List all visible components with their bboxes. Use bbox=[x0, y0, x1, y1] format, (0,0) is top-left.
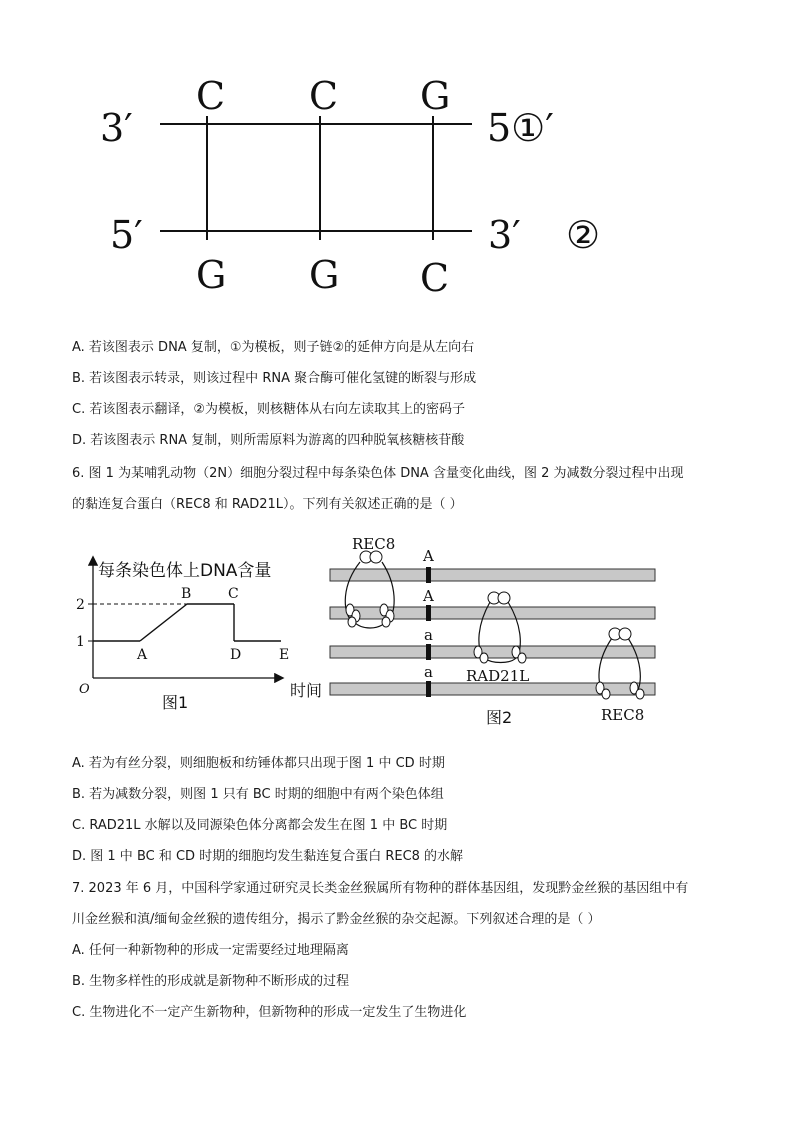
centromere-1 bbox=[426, 567, 431, 583]
figure-2-caption: 图2 bbox=[486, 708, 513, 727]
q7-option-b: B. 生物多样性的形成就是新物种不断形成的过程 bbox=[72, 974, 350, 989]
q5-option-b: B. 若该图表示转录，则该过程中 RNA 聚合酶可催化氢键的断裂与形成 bbox=[72, 371, 477, 386]
series-segment-2 bbox=[140, 604, 187, 641]
figure-2-diagram bbox=[322, 530, 667, 730]
point-label-C: C bbox=[228, 586, 239, 602]
q7-stem-line-2: 川金丝猴和滇/缅甸金丝猴的遗传组分，揭示了黔金丝猴的杂交起源。下列叙述合理的是（ ） bbox=[72, 912, 601, 927]
y-tick-label-2: 2 bbox=[76, 597, 85, 613]
centromere-4 bbox=[426, 681, 431, 697]
bottom-base-3: C bbox=[420, 256, 450, 300]
top-base-1: C bbox=[196, 74, 226, 118]
point-label-D: D bbox=[230, 647, 242, 663]
q5-option-d: D. 若该图表示 RNA 复制，则所需原料为游离的四种脱氧核糖核苷酸 bbox=[72, 433, 465, 448]
top-base-2: C bbox=[309, 74, 339, 118]
rec8-label-bottom: REC8 bbox=[601, 706, 645, 724]
q7-stem-line-1: 7. 2023 年 6 月，中国科学家通过研究灵长类金丝猴属所有物种的群体基因组，发现黔金丝猴的基因组中有 bbox=[72, 881, 689, 896]
q6-option-b: B. 若为减数分裂，则图 1 只有 BC 时期的细胞中有两个染色体组 bbox=[72, 787, 444, 802]
figure-1-caption: 图1 bbox=[162, 693, 189, 712]
y-tick-label-1: 1 bbox=[76, 634, 85, 650]
origin-label: O bbox=[79, 682, 90, 697]
q6-option-d: D. 图 1 中 BC 和 CD 时期的细胞均发生黏连复合蛋白 REC8 的水解 bbox=[72, 849, 464, 864]
rec8-label-top: REC8 bbox=[352, 535, 396, 553]
rad21l-label: RAD21L bbox=[466, 667, 530, 685]
gene-label-1: A bbox=[423, 547, 434, 565]
top-left-end-label: 3′ bbox=[100, 106, 133, 150]
figure-1-chart bbox=[70, 548, 330, 718]
q6-option-a: A. 若为有丝分裂，则细胞板和纺锤体都只出现于图 1 中 CD 时期 bbox=[72, 756, 445, 771]
bottom-base-1: G bbox=[196, 253, 227, 297]
q7-option-a: A. 任何一种新物种的形成一定需要经过地理隔离 bbox=[72, 943, 349, 958]
q6-option-c: C. RAD21L 水解以及同源染色体分离都会发生在图 1 中 BC 时期 bbox=[72, 818, 448, 833]
centromere-2 bbox=[426, 605, 431, 621]
bottom-base-2: G bbox=[309, 253, 340, 297]
chromatid-bar-2 bbox=[330, 607, 655, 619]
q6-stem-line-2: 的黏连复合蛋白（REC8 和 RAD21L）。下列有关叙述正确的是（ ） bbox=[72, 497, 463, 512]
q7-option-c: C. 生物进化不一定产生新物种，但新物种的形成一定发生了生物进化 bbox=[72, 1005, 467, 1020]
strand-2-marker: ② bbox=[566, 213, 601, 257]
centromere-3 bbox=[426, 644, 431, 660]
y-axis-label: 每条染色体上DNA含量 bbox=[98, 561, 272, 581]
top-right-end-label: 5①′ bbox=[487, 106, 554, 150]
bottom-right-end-label: 3′ bbox=[488, 213, 521, 257]
bottom-left-end-label: 5′ bbox=[110, 213, 143, 257]
chromatid-bar-1 bbox=[330, 569, 655, 581]
dna-strands-svg bbox=[0, 0, 794, 310]
gene-label-4: a bbox=[424, 663, 433, 681]
q5-option-a: A. 若该图表示 DNA 复制，①为模板，则子链②的延伸方向是从左向右 bbox=[72, 340, 475, 355]
point-label-E: E bbox=[279, 647, 290, 663]
x-axis-label: 时间 bbox=[290, 681, 323, 700]
top-base-3: G bbox=[420, 74, 451, 118]
point-label-B: B bbox=[181, 586, 192, 602]
gene-label-3: a bbox=[424, 626, 433, 644]
q6-stem-line-1: 6. 图 1 为某哺乳动物（2N）细胞分裂过程中每条染色体 DNA 含量变化曲线，图 2 为减数分裂过程中出现 bbox=[72, 466, 684, 481]
q5-option-c: C. 若该图表示翻译，②为模板，则核糖体从右向左读取其上的密码子 bbox=[72, 402, 465, 417]
point-label-A: A bbox=[137, 647, 148, 663]
gene-label-2: A bbox=[423, 587, 434, 605]
